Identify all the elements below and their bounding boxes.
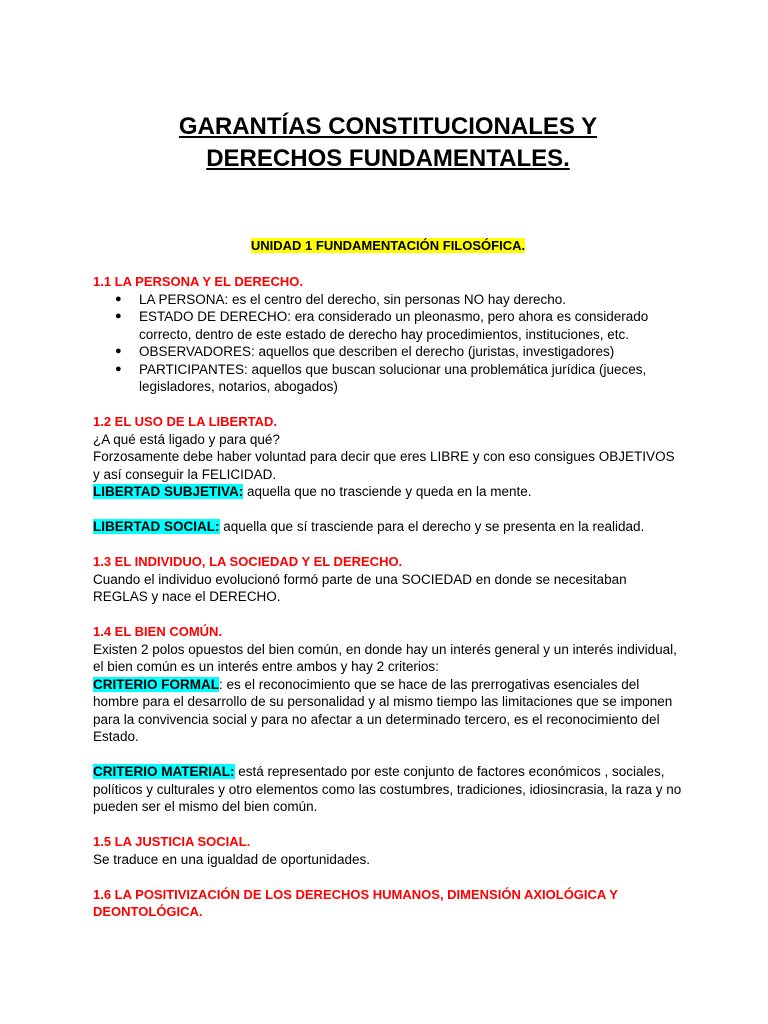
libertad-social-label: LIBERTAD SOCIAL:	[93, 519, 220, 534]
title-line-2: DERECHOS FUNDAMENTALES.	[206, 145, 570, 172]
justicia-social-text: Se traduce en una igualdad de oportunidades.	[93, 851, 370, 867]
bullet-icon: ●	[115, 310, 122, 322]
section-heading-1-5: 1.5 LA JUSTICIA SOCIAL.	[93, 834, 251, 849]
individuo-text: Cuando el individuo evolucionó formó parte de una SOCIEDAD en donde se necesitaban REGLAS y nace el DERECHO.	[93, 571, 627, 604]
libertad-social-text: aquella que sí trasciende para el derecho y se presenta en la realidad.	[219, 519, 645, 534]
bien-comun-text: Existen 2 polos opuestos del bien común, en donde hay un interés general y un interés individual, el bien común es un interés entre ambos y hay 2 criterios:	[93, 641, 677, 674]
bullet-icon: ●	[115, 362, 122, 375]
section-heading-1-2: 1.2 EL USO DE LA LIBERTAD.	[93, 414, 277, 429]
criterio-formal-text: : es el reconocimiento que se hace de las prerrogativas esenciales del hombre para el desarrollo de su personalidad y al mismo tiempo las limitaciones que se imponen para la convivencia social y para no afectar a un determinado tercero, es el reconocimiento del Estado.	[93, 676, 673, 744]
criterio-material-label: CRITERIO MATERIAL:	[93, 764, 235, 779]
list-item	[93, 291, 683, 309]
criterio-formal-paragraph	[93, 676, 683, 746]
libertad-social-paragraph	[93, 518, 683, 536]
criterio-material-paragraph	[93, 763, 683, 816]
section-heading-1-3: 1.3 EL INDIVIDUO, LA SOCIEDAD Y EL DERECHO.	[93, 554, 403, 569]
unit-heading	[93, 237, 683, 255]
libertad-subjetiva-label: LIBERTAD SUBJETIVA:	[93, 484, 244, 499]
libertad-subjetiva-text: aquella que no trasciende y queda en la mente.	[243, 484, 532, 499]
list-item-text: ESTADO DE DERECHO: era considerado un pleonasmo, pero ahora es considerado correcto, dentro de este estado de derecho hay procedimientos, instituciones, etc.	[139, 309, 649, 342]
title-line-1: GARANTÍAS CONSTITUCIONALES Y	[178, 113, 598, 140]
list-item-text: LA PERSONA: es el centro del derecho, sin personas NO hay derecho.	[139, 291, 566, 307]
criterio-material-text: está representado por este conjunto de factores económicos , sociales, políticos y culturales y otro elementos como las costumbres, tradiciones, idiosincrasia, la raza y no pueden ser el mismo del bien común.	[93, 764, 682, 814]
list-item	[93, 361, 683, 396]
list-item	[93, 308, 683, 343]
bullet-icon: ●	[115, 292, 122, 305]
libertad-subjetiva-paragraph	[93, 483, 683, 501]
bullet-icon: ●	[115, 345, 122, 357]
document-title	[93, 111, 683, 175]
section-heading-1-6: 1.6 LA POSITIVIZACIÓN DE LOS DERECHOS HUMANOS, DIMENSIÓN AXIOLÓGICA Y DEONTOLÓGICA.	[93, 886, 618, 919]
list-item	[93, 343, 683, 361]
criterio-formal-label: CRITERIO FORMAL	[93, 676, 219, 692]
list-item-text: OBSERVADORES: aquellos que describen el derecho (juristas, investigadores)	[139, 344, 615, 359]
document-body	[93, 273, 683, 921]
persona-bullet-list	[93, 291, 683, 396]
list-item-text: PARTICIPANTES: aquellos que buscan solucionar una problemática jurídica (jueces, legisladores, notarios, abogados)	[139, 361, 647, 394]
section-heading-1-4: 1.4 EL BIEN COMÚN.	[93, 624, 223, 639]
libertad-text: Forzosamente debe haber voluntad para decir que eres LIBRE y con eso consigues OBJETIVOS y así conseguir la FELICIDAD.	[93, 449, 675, 482]
unit-heading-text: UNIDAD 1 FUNDAMENTACIÓN FILOSÓFICA.	[250, 238, 526, 253]
section-heading-1-1: 1.1 LA PERSONA Y EL DERECHO.	[93, 274, 303, 289]
libertad-question: ¿A qué está ligado y para qué?	[93, 431, 280, 447]
